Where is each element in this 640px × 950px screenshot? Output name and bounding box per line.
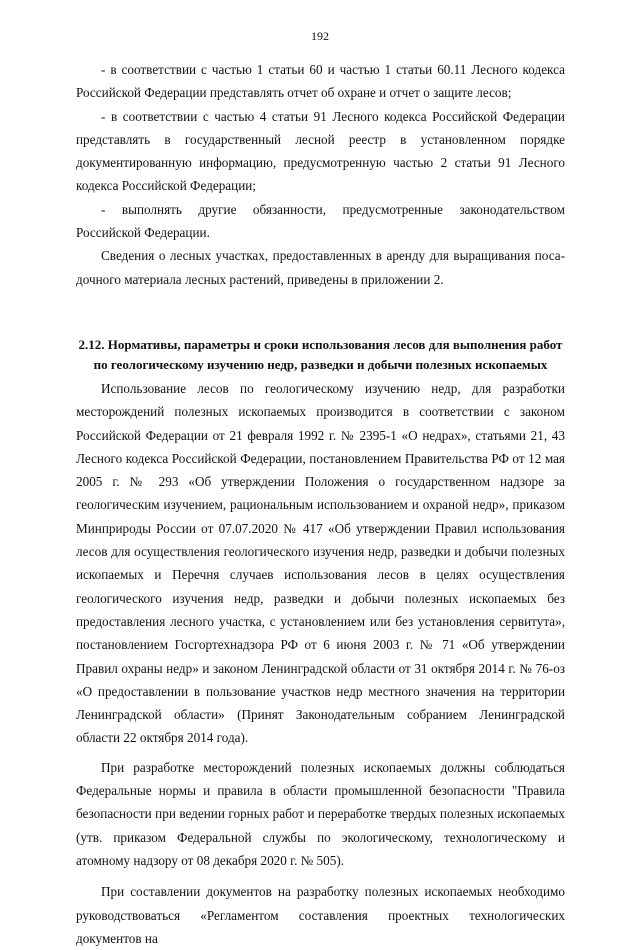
paragraph-appendix-reference: Сведения о лесных участках, предоставленных в аренду для выращивания посадочного материала лесных растений, приведены в приложении 2. [76,248,565,287]
paragraph-documentation: При составлении документов на разработку полезных ископаемых необходимо руководствоваться «Регламентом составления проектных технологических документов на [76,884,565,946]
paragraph-report-obligation: - в соответствии с частью 1 статьи 60 и частью 1 статьи 60.11 Лесного кодекса Российской Федерации представлять отчет об охране и отчет о защите лесов; [76,62,565,101]
paragraph-other-duties: - выполнять другие обязанности, предусмотренные законодательством Российской Федерации. [76,201,565,241]
paragraph-safety-rules: При разработке месторождений полезных ископаемых должны соблюдаться Федеральные нормы и правила в области промышленной безопасности "Правила безопасности при ведении горных работ и переработке твердых полезных ископаемых (утв. приказом Федеральной службы по экологическому, технологическому и атомному надзору от 08 декабря 2020 г. № 505). [76,759,565,868]
section-heading: 2.12. Нормативы, параметры и сроки использования лесов для выполнения работ по геологическому изучению недр, разведки и добычи полезных ископаемых [78,336,563,372]
page-number: 192 [311,29,329,43]
body-text [76,58,565,950]
paragraph-legal-basis: Использование лесов по геологическому изучению недр, для разработки месторождений полезных ископаемых производится в соответствии с законом Российской Федерации от 21 февраля 1992 г. № 2395-1 «О недрах», статьями 21, 43 Лесного кодекса Российской Федерации, постановлением Правительства РФ от 12 мая 2005 г. № 293 «Об утверждении Положения о государственном надзоре за геологическим изучением, рациональным использованием и охраной недр», приказом Минприроды России от 07.07.2020 № 417 «Об утверждении Правил использования лесов для осуществления геологического изучения недр, разведки и добычи полезных ископаемых и Перечня случаев использования лесов в целях осуществления геологического изучения недр, разведки и добычи полезных ископаемых без предоставления лесного участка, с установлением или без установления сервитута», постановлением Госгортехнадзора РФ от 6 июня 2003 г. № 71 «Об утверждении Правил охраны недр» и законом Ленинградской области от 31 октября 2014 г. № 76-оз «О предоставлении в пользование участков недр местного значения на территории Ленинградской области» (Принят Законодательным собранием Ленинградской области 22 октября 2014 года). [76,380,565,746]
paragraph-forest-registry: - в соответствии с частью 4 статьи 91 Лесного кодекса Российской Федерации представлять в государственный лесной реестр в установленном порядке документированную информацию, предусмотренную частью 2 статьи 91 Лесного кодекса Российской Федерации; [76,108,565,194]
